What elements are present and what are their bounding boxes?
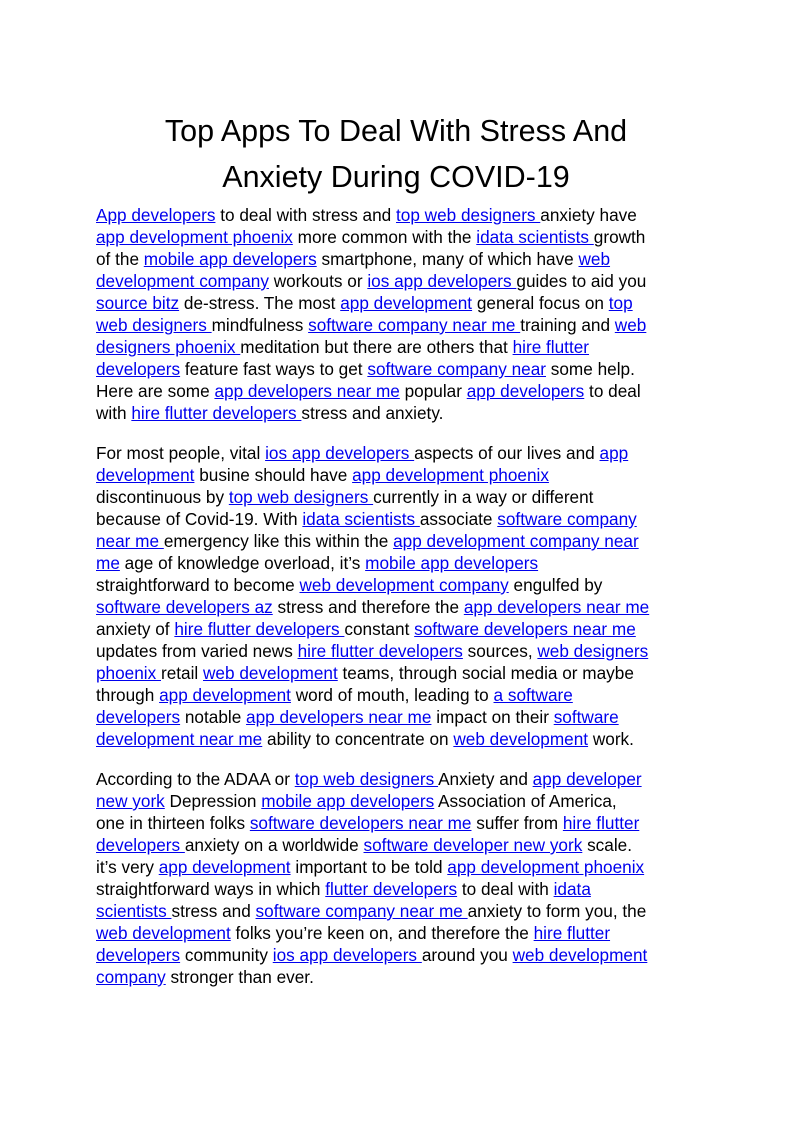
body-text: anxiety to form you, the <box>467 901 647 921</box>
body-text: updates from varied news <box>96 641 298 661</box>
inline-link[interactable]: software company <box>497 509 637 529</box>
body-text: aspects of our lives and <box>414 443 600 463</box>
body-text: work. <box>588 729 634 749</box>
body-text: guides to aid you <box>516 271 647 291</box>
body-text: growth <box>593 227 646 247</box>
body-text: general focus on <box>472 293 609 313</box>
body-text: stress and anxiety. <box>301 403 444 423</box>
inline-link[interactable]: mobile app developers <box>143 249 317 269</box>
inline-link[interactable]: idata scientists <box>476 227 594 247</box>
inline-link[interactable]: software developers az <box>96 597 273 617</box>
body-text: de-stress. The most <box>179 293 341 313</box>
text-line <box>96 944 700 966</box>
body-text: notable <box>180 707 247 727</box>
text-line <box>96 530 700 552</box>
body-text: Association of America, <box>434 791 617 811</box>
body-text: engulfed by <box>508 575 603 595</box>
inline-link[interactable]: software company near <box>367 359 546 379</box>
inline-link[interactable]: app developers near me <box>246 707 432 727</box>
inline-link[interactable]: developers <box>96 707 181 727</box>
inline-link[interactable]: company <box>96 967 166 987</box>
inline-link[interactable]: web <box>578 249 611 269</box>
body-text: community <box>180 945 273 965</box>
body-text: workouts or <box>268 271 368 291</box>
body-text: emergency like this within the <box>163 531 394 551</box>
inline-link[interactable]: app development company near <box>393 531 639 551</box>
body-text: sources, <box>462 641 538 661</box>
inline-link[interactable]: development company <box>96 271 269 291</box>
body-text: suffer from <box>471 813 563 833</box>
inline-link[interactable]: top web designers <box>396 205 541 225</box>
inline-link[interactable]: app development phoenix <box>96 227 293 247</box>
text-line <box>96 314 700 336</box>
body-text: word of mouth, leading to <box>290 685 494 705</box>
text-line <box>96 552 700 574</box>
body-text: with <box>96 403 132 423</box>
inline-link[interactable]: development <box>96 465 195 485</box>
text-line <box>96 662 700 684</box>
inline-link[interactable]: development near me <box>96 729 263 749</box>
inline-link[interactable]: a software <box>493 685 573 705</box>
body-text: popular <box>399 381 467 401</box>
body-text: to deal with <box>457 879 554 899</box>
body-text: feature fast ways to get <box>180 359 368 379</box>
inline-link[interactable]: designers phoenix <box>96 337 241 357</box>
page-title <box>96 108 696 200</box>
inline-link[interactable]: web development <box>512 945 648 965</box>
inline-link[interactable]: web designers <box>537 641 649 661</box>
body-text: For most people, vital <box>96 443 266 463</box>
inline-link[interactable]: top web designers <box>228 487 374 507</box>
body-text: stress and therefore the <box>272 597 464 617</box>
text-line <box>96 966 700 988</box>
text-line <box>96 684 700 706</box>
inline-link[interactable]: software <box>553 707 619 727</box>
body-text: smartphone, many of which have <box>316 249 579 269</box>
body-text: scale. <box>582 835 632 855</box>
inline-link[interactable]: hire flutter <box>512 337 590 357</box>
inline-link[interactable]: phoenix <box>96 663 161 683</box>
text-line <box>96 336 700 358</box>
body-text: straightforward ways in which <box>96 879 326 899</box>
body-text: important to be told <box>290 857 448 877</box>
inline-link[interactable]: web <box>614 315 647 335</box>
inline-link[interactable]: flutter developers <box>325 879 458 899</box>
body-text: folks you’re keen on, and therefore the <box>230 923 534 943</box>
body-text: stress and <box>171 901 256 921</box>
title-line: Top Apps To Deal With Stress And <box>164 114 628 148</box>
inline-link[interactable]: web development <box>453 729 589 749</box>
inline-link[interactable]: source bitz <box>96 293 180 313</box>
body-text: discontinuous by <box>96 487 229 507</box>
inline-link[interactable]: developers <box>96 359 181 379</box>
inline-link[interactable]: app developers near me <box>463 597 650 617</box>
body-text: training and <box>520 315 615 335</box>
body-text: through <box>96 685 160 705</box>
article-body <box>96 204 700 1006</box>
body-text: teams, through social media or maybe <box>337 663 634 683</box>
inline-link[interactable]: web development company <box>299 575 509 595</box>
inline-link[interactable]: software developers near me <box>414 619 636 639</box>
inline-link[interactable]: near me <box>96 531 164 551</box>
body-text: constant <box>344 619 415 639</box>
text-line <box>96 508 700 530</box>
inline-link[interactable]: app developers near me <box>214 381 400 401</box>
inline-link[interactable]: top web designers <box>294 769 439 789</box>
inline-link[interactable]: ios app developers <box>272 945 422 965</box>
inline-link[interactable]: web development <box>96 923 231 943</box>
body-text: anxiety on a worldwide <box>184 835 364 855</box>
inline-link[interactable]: app development phoenix <box>447 857 645 877</box>
body-text: mindfulness <box>211 315 309 335</box>
inline-link[interactable]: software company near me <box>255 901 468 921</box>
text-line <box>96 486 700 508</box>
inline-link[interactable]: app developer <box>532 769 642 789</box>
text-line <box>96 900 700 922</box>
inline-link[interactable]: app development <box>159 685 291 705</box>
inline-link[interactable]: idata <box>553 879 591 899</box>
inline-link[interactable]: top <box>608 293 633 313</box>
inline-link[interactable]: app development <box>340 293 473 313</box>
inline-link[interactable]: app developers <box>466 381 585 401</box>
body-text: it’s very <box>96 857 159 877</box>
text-line <box>96 204 700 226</box>
inline-link[interactable]: new york <box>96 791 165 811</box>
body-text: associate <box>419 509 498 529</box>
text-line <box>96 380 700 402</box>
body-text: Depression <box>164 791 262 811</box>
body-text: anxiety of <box>96 619 175 639</box>
body-text: to deal <box>584 381 641 401</box>
inline-link[interactable]: hire flutter developers <box>131 403 302 423</box>
inline-link[interactable]: hire flutter developers <box>297 641 463 661</box>
text-line <box>96 640 700 662</box>
inline-link[interactable]: app development <box>158 857 291 877</box>
inline-link[interactable]: software company near me <box>308 315 521 335</box>
body-text: around you <box>421 945 513 965</box>
text-line <box>96 790 700 812</box>
body-text: some help. <box>546 359 635 379</box>
body-text: busine should have <box>194 465 353 485</box>
paragraph <box>96 204 700 424</box>
inline-link[interactable]: hire flutter <box>562 813 640 833</box>
body-text: currently in a way or different <box>373 487 594 507</box>
body-text: impact on their <box>431 707 554 727</box>
inline-link[interactable]: developers <box>96 835 185 855</box>
text-line <box>96 248 700 270</box>
inline-link[interactable]: developers <box>96 945 181 965</box>
text-line <box>96 292 700 314</box>
text-line <box>96 596 700 618</box>
text-line <box>96 442 700 464</box>
body-text: to deal with stress and <box>215 205 397 225</box>
body-text: one in thirteen folks <box>96 813 250 833</box>
inline-link[interactable]: idata scientists <box>302 509 420 529</box>
inline-link[interactable]: ios app developers <box>367 271 517 291</box>
body-text: Anxiety and <box>438 769 533 789</box>
inline-link[interactable]: me <box>96 553 120 573</box>
inline-link[interactable]: hire flutter developers <box>174 619 345 639</box>
body-text: age of knowledge overload, it’s <box>119 553 366 573</box>
text-line <box>96 574 700 596</box>
inline-link[interactable]: ios app developers <box>265 443 415 463</box>
inline-link[interactable]: mobile app developers <box>261 791 435 811</box>
text-line <box>96 464 700 486</box>
body-text: of the <box>96 249 144 269</box>
body-text: more common with the <box>292 227 477 247</box>
body-text: because of Covid-19. With <box>96 509 303 529</box>
body-text: ability to concentrate on <box>262 729 454 749</box>
text-line <box>96 768 700 790</box>
text-line <box>96 812 700 834</box>
paragraph <box>96 768 700 988</box>
inline-link[interactable]: hire flutter <box>533 923 611 943</box>
text-line <box>96 878 700 900</box>
body-text: anxiety have <box>540 205 637 225</box>
paragraph <box>96 442 700 750</box>
inline-link[interactable]: app <box>599 443 629 463</box>
inline-link[interactable]: web designers <box>96 315 212 335</box>
inline-link[interactable]: web development <box>203 663 338 683</box>
text-line <box>96 706 700 728</box>
text-line <box>96 728 700 750</box>
text-line <box>96 402 700 424</box>
inline-link[interactable]: app development phoenix <box>352 465 549 485</box>
body-text: retail <box>160 663 204 683</box>
inline-link[interactable]: software developers near me <box>249 813 472 833</box>
body-text: According to the ADAA or <box>96 769 295 789</box>
inline-link[interactable]: software developer new york <box>363 835 583 855</box>
body-text: Here are some <box>96 381 215 401</box>
inline-link[interactable]: App developers <box>96 205 216 225</box>
body-text: straightforward to become <box>96 575 300 595</box>
text-line <box>96 226 700 248</box>
inline-link[interactable]: mobile app developers <box>365 553 539 573</box>
body-text: stronger than ever. <box>165 967 314 987</box>
text-line <box>96 922 700 944</box>
title-line: Anxiety During COVID-19 <box>222 160 570 194</box>
text-line <box>96 856 700 878</box>
inline-link[interactable]: scientists <box>96 901 172 921</box>
text-line <box>96 270 700 292</box>
text-line <box>96 358 700 380</box>
body-text: meditation but there are others that <box>240 337 513 357</box>
text-line <box>96 618 700 640</box>
text-line <box>96 834 700 856</box>
